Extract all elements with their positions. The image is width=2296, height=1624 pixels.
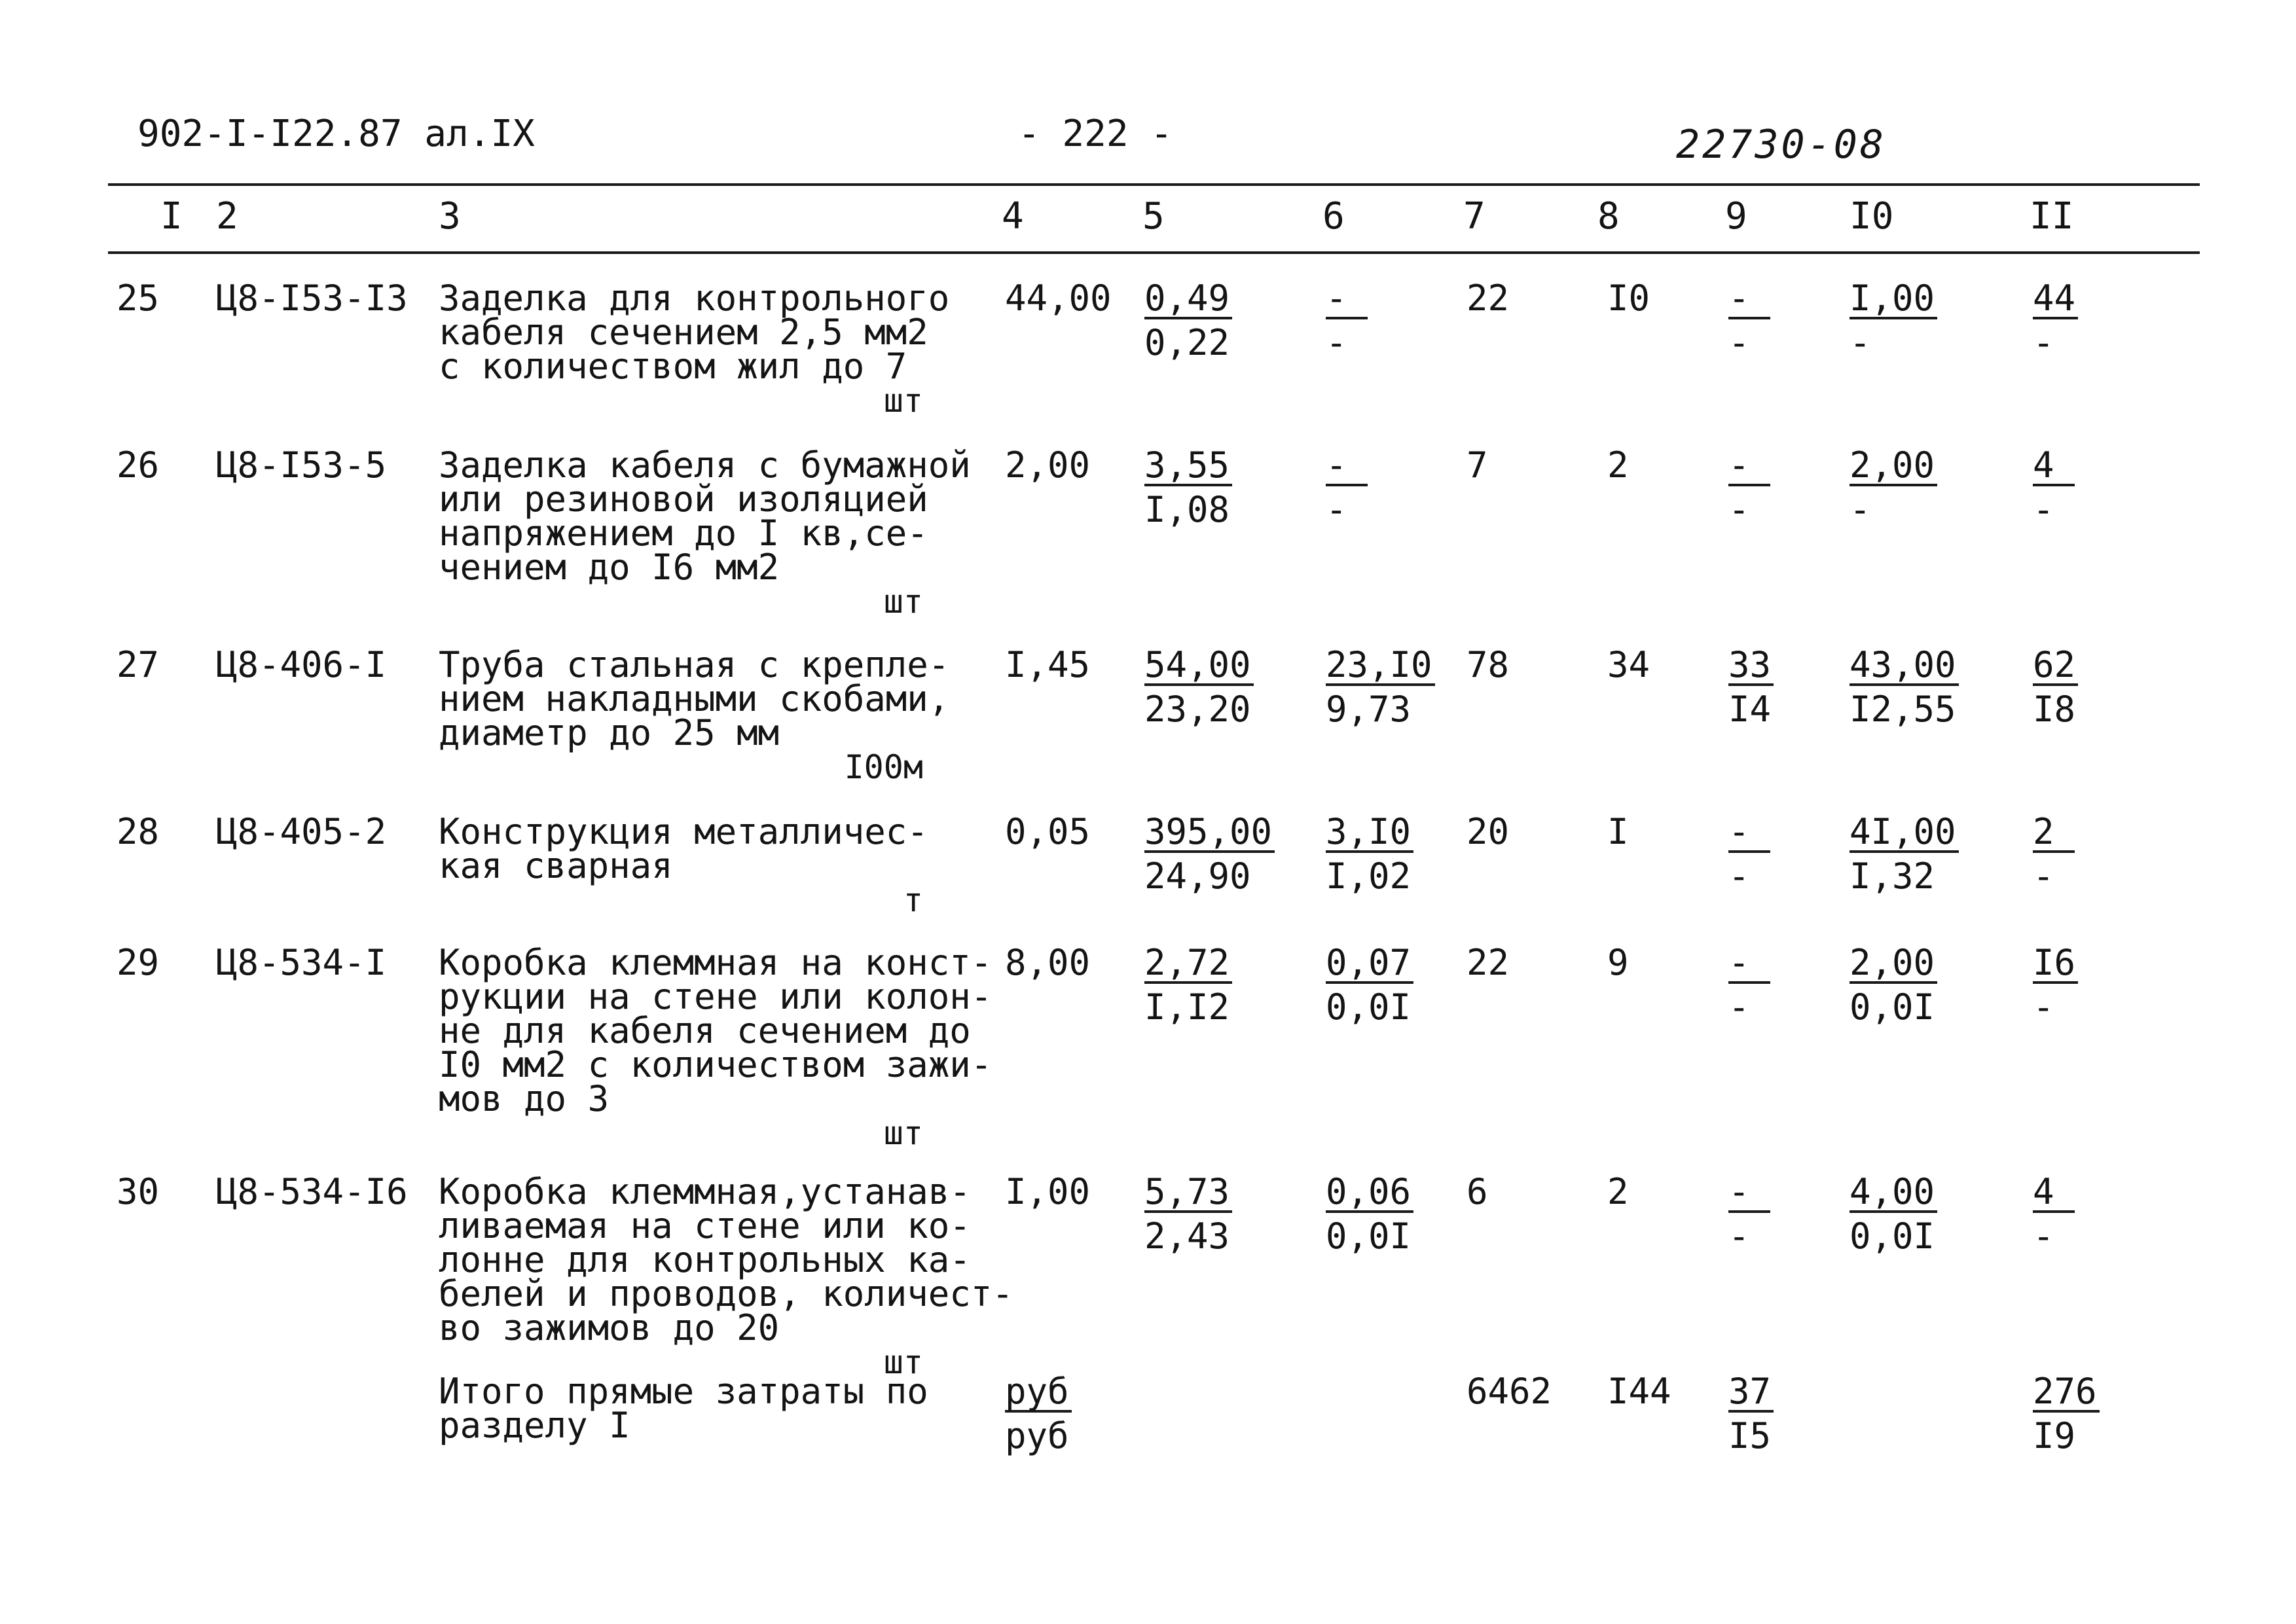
fraction — [1728, 644, 1774, 730]
fraction-top: 4 — [2033, 1175, 2075, 1213]
wages-total: 9 — [1607, 942, 1629, 983]
fraction-top: 3,I0 — [1326, 815, 1413, 853]
fraction-bottom: - — [1728, 1216, 1750, 1257]
fraction — [1144, 644, 1254, 730]
fraction-top: - — [1728, 1175, 1770, 1213]
fraction-top: - — [1728, 448, 1770, 486]
fraction-top: 2,00 — [1850, 448, 1937, 486]
fraction-top: 276 — [2033, 1375, 2100, 1413]
labor-unit — [1850, 1171, 1937, 1257]
rate-code: Ц8-405-2 — [216, 811, 387, 852]
wages-total: 2 — [1607, 1171, 1629, 1212]
description-line: Коробка клеммная на конст- — [439, 942, 993, 983]
total-cost: 7 — [1467, 444, 1488, 486]
col-header-10: I0 — [1850, 195, 1894, 238]
unit-cost — [1144, 942, 1232, 1028]
fraction-bottom: - — [2033, 322, 2054, 363]
col-header-2: 2 — [216, 195, 238, 238]
labor-total — [2033, 444, 2075, 530]
fraction-top: - — [1326, 448, 1368, 486]
description-line: с количеством жил до 7 — [439, 346, 907, 387]
fraction — [2033, 644, 2078, 730]
description-line: Итого прямые затраты по — [439, 1371, 928, 1412]
col-header-8: 8 — [1597, 195, 1620, 238]
fraction — [2033, 278, 2078, 363]
fraction — [1728, 278, 1770, 363]
description-line: диаметр до 25 мм — [439, 712, 780, 753]
description-line: Конструкция металличес- — [439, 811, 928, 852]
unit-cost — [1144, 1171, 1232, 1257]
labor-unit — [1850, 444, 1937, 530]
description-line: во зажимов до 20 — [439, 1307, 780, 1348]
description-line: Заделка для контрольного — [439, 278, 950, 319]
machine-cost — [1326, 644, 1435, 730]
fraction-top: - — [1728, 946, 1770, 984]
fraction — [1850, 811, 1959, 897]
fraction — [1728, 1171, 1770, 1257]
unit-of-measure: шт — [883, 1114, 923, 1152]
fraction-top: 5,73 — [1144, 1175, 1232, 1213]
machine-total — [1728, 942, 1770, 1028]
total-cost: 78 — [1467, 644, 1510, 685]
unit-cost — [1144, 811, 1275, 897]
labor-unit — [1850, 942, 1937, 1028]
fraction — [1326, 444, 1368, 530]
col-header-3: 3 — [439, 195, 461, 238]
row-description — [439, 1171, 1013, 1381]
row-description — [439, 1371, 982, 1446]
col-header-9: 9 — [1725, 195, 1747, 238]
fraction — [1326, 1171, 1413, 1257]
labor-unit — [1850, 811, 1959, 897]
row-description — [439, 644, 982, 786]
description-line: не для кабеля сечением до — [439, 1010, 971, 1051]
fraction-top: - — [1326, 281, 1368, 319]
col-header-4: 4 — [1002, 195, 1024, 238]
unit-of-measure: I00м — [844, 748, 923, 786]
machine-cost — [1326, 942, 1413, 1028]
fraction-top: I6 — [2033, 946, 2078, 984]
row-number: 29 — [117, 942, 160, 983]
description-line: нием накладными скобами, — [439, 678, 950, 719]
fraction-top: 395,00 — [1144, 815, 1275, 853]
unit-of-measure: шт — [883, 382, 923, 420]
total-cost: 22 — [1467, 942, 1510, 983]
fraction-top: 44 — [2033, 281, 2078, 319]
fraction — [1144, 444, 1232, 530]
fraction — [1728, 1371, 1774, 1456]
fraction-top: 4,00 — [1850, 1175, 1937, 1213]
machine-total — [1728, 1371, 1774, 1456]
fraction-bottom: I2,55 — [1850, 689, 1956, 730]
fraction-top: - — [1728, 281, 1770, 319]
description-line: или резиновой изоляцией — [439, 478, 928, 520]
col-header-6: 6 — [1322, 195, 1345, 238]
fraction-top: 37 — [1728, 1375, 1774, 1413]
labor-unit — [1850, 278, 1937, 363]
description-line: Коробка клеммная,устанав- — [439, 1171, 971, 1212]
unit-of-measure: шт — [883, 583, 923, 621]
fraction-top: 43,00 — [1850, 648, 1959, 686]
fraction — [1326, 644, 1435, 730]
table-header-rule — [108, 251, 2200, 254]
fraction — [1144, 1171, 1232, 1257]
fraction-bottom: - — [1728, 986, 1750, 1028]
wages-total: I44 — [1607, 1371, 1671, 1412]
fraction-bottom: I8 — [2033, 689, 2076, 730]
fraction-bottom: I,I2 — [1144, 986, 1230, 1028]
fraction-bottom: I,02 — [1326, 856, 1412, 897]
fraction — [1728, 444, 1770, 530]
fraction-bottom: - — [2033, 489, 2054, 530]
machine-cost — [1326, 811, 1413, 897]
fraction-bottom: 0,0I — [1326, 986, 1412, 1028]
page-number: - 222 - — [1018, 113, 1173, 155]
description-line: Заделка кабеля с бумажной — [439, 444, 971, 486]
quantity: I,45 — [1005, 644, 1091, 685]
machine-total — [1728, 811, 1770, 897]
row-description — [439, 278, 982, 420]
description-line: кабеля сечением 2,5 мм2 — [439, 312, 928, 353]
machine-total — [1728, 278, 1770, 363]
labor-total — [2033, 942, 2078, 1028]
wages-total: I — [1607, 811, 1629, 852]
row-description — [439, 444, 982, 621]
unit-of-measure: т — [903, 881, 923, 919]
col-header-7: 7 — [1463, 195, 1485, 238]
description-line: кая сварная — [439, 845, 673, 886]
machine-total — [1728, 644, 1774, 730]
description-line: Труба стальная с крепле- — [439, 644, 950, 685]
row-description — [439, 811, 982, 919]
description-line: рукции на стене или колон- — [439, 976, 993, 1017]
total-units — [1005, 1371, 1072, 1456]
wages-total: 34 — [1607, 644, 1650, 685]
unit-cost — [1144, 278, 1232, 363]
machine-cost — [1326, 444, 1368, 530]
machine-cost — [1326, 278, 1368, 363]
fraction — [1144, 942, 1232, 1028]
description-line: лонне для контрольных ка- — [439, 1239, 971, 1280]
fraction-bottom: 0,22 — [1144, 322, 1230, 363]
fraction — [1144, 811, 1275, 897]
fraction-top: 0,06 — [1326, 1175, 1413, 1213]
fraction-bottom: 0,0I — [1326, 1216, 1412, 1257]
col-header-1: I — [160, 195, 183, 238]
fraction-top: - — [1728, 815, 1770, 853]
quantity: 8,00 — [1005, 942, 1091, 983]
unit-of-measure: шт — [883, 1343, 923, 1381]
fraction-bottom: - — [1326, 322, 1347, 363]
row-number: 28 — [117, 811, 160, 852]
fraction — [1005, 1371, 1072, 1456]
machine-total — [1728, 444, 1770, 530]
total-cost: 6462 — [1467, 1371, 1552, 1412]
fraction — [1326, 278, 1368, 363]
fraction-bottom: 23,20 — [1144, 689, 1251, 730]
description-line: I0 мм2 с количеством зажи- — [439, 1044, 993, 1085]
fraction-top: 2 — [2033, 815, 2075, 853]
quantity: 44,00 — [1005, 278, 1112, 319]
fraction-bottom: I,08 — [1144, 489, 1230, 530]
fraction-top: 54,00 — [1144, 648, 1254, 686]
fraction — [2033, 444, 2075, 530]
fraction-bottom: - — [1850, 322, 1871, 363]
rate-code: Ц8-I53-5 — [216, 444, 387, 486]
wages-total: I0 — [1607, 278, 1650, 319]
rate-code: Ц8-I53-I3 — [216, 278, 408, 319]
fraction — [1850, 942, 1937, 1028]
col-header-5: 5 — [1142, 195, 1165, 238]
fraction — [2033, 942, 2078, 1028]
rate-code: Ц8-406-I — [216, 644, 387, 685]
unit-cost — [1144, 644, 1254, 730]
row-number: 30 — [117, 1171, 160, 1212]
col-header-11: II — [2030, 195, 2074, 238]
fraction-top: руб — [1005, 1375, 1072, 1413]
machine-cost — [1326, 1171, 1413, 1257]
fraction — [1144, 278, 1232, 363]
fraction-bottom: 0,0I — [1850, 986, 1935, 1028]
fraction-top: I,00 — [1850, 281, 1937, 319]
fraction-bottom: - — [1728, 856, 1750, 897]
fraction-bottom: - — [2033, 1216, 2054, 1257]
document-code: 902-I-I22.87 ал.IX — [137, 113, 535, 155]
fraction — [1850, 444, 1937, 530]
fraction-top: 0,07 — [1326, 946, 1413, 984]
fraction-bottom: I5 — [1728, 1415, 1772, 1456]
labor-total — [2033, 644, 2078, 730]
fraction-top: 4 — [2033, 448, 2075, 486]
description-line: белей и проводов, количест- — [439, 1273, 1013, 1314]
fraction-bottom: руб — [1005, 1415, 1069, 1456]
fraction-bottom: - — [1728, 322, 1750, 363]
rate-code: Ц8-534-I6 — [216, 1171, 408, 1212]
labor-total — [2033, 278, 2078, 363]
fraction-bottom: - — [2033, 986, 2054, 1028]
quantity: 0,05 — [1005, 811, 1091, 852]
description-line: чением до I6 мм2 — [439, 547, 780, 588]
fraction — [2033, 1171, 2075, 1257]
labor-total — [2033, 1171, 2075, 1257]
fraction-bottom: - — [1850, 489, 1871, 530]
fraction-top: 2,00 — [1850, 946, 1937, 984]
fraction — [1850, 278, 1937, 363]
rate-code: Ц8-534-I — [216, 942, 387, 983]
unit-cost — [1144, 444, 1232, 530]
fraction-bottom: 9,73 — [1326, 689, 1412, 730]
fraction — [1326, 942, 1413, 1028]
fraction-bottom: 0,0I — [1850, 1216, 1935, 1257]
row-number: 26 — [117, 444, 160, 486]
fraction-bottom: - — [1728, 489, 1750, 530]
fraction — [1850, 1171, 1937, 1257]
fraction-top: 0,49 — [1144, 281, 1232, 319]
wages-total: 2 — [1607, 444, 1629, 486]
fraction-top: 4I,00 — [1850, 815, 1959, 853]
fraction — [2033, 1371, 2100, 1456]
row-number: 27 — [117, 644, 160, 685]
document-number: 22730-08 — [1676, 122, 1886, 168]
row-number: 25 — [117, 278, 160, 319]
quantity: 2,00 — [1005, 444, 1091, 486]
fraction-bottom: - — [1326, 489, 1347, 530]
row-description — [439, 942, 993, 1152]
fraction-bottom: 24,90 — [1144, 856, 1251, 897]
fraction — [1728, 811, 1770, 897]
quantity: I,00 — [1005, 1171, 1091, 1212]
fraction-top: 33 — [1728, 648, 1774, 686]
labor-total — [2033, 811, 2075, 897]
fraction-top: 2,72 — [1144, 946, 1232, 984]
fraction-top: 62 — [2033, 648, 2078, 686]
fraction — [1326, 811, 1413, 897]
fraction-bottom: I4 — [1728, 689, 1772, 730]
fraction-bottom: I9 — [2033, 1415, 2076, 1456]
description-line: мов до 3 — [439, 1078, 610, 1119]
labor-unit — [1850, 644, 1959, 730]
table-top-rule — [108, 183, 2200, 186]
total-cost: 6 — [1467, 1171, 1488, 1212]
fraction-bottom: 2,43 — [1144, 1216, 1230, 1257]
fraction — [1850, 644, 1959, 730]
fraction-bottom: - — [2033, 856, 2054, 897]
total-cost: 22 — [1467, 278, 1510, 319]
labor-total — [2033, 1371, 2100, 1456]
fraction — [1728, 942, 1770, 1028]
fraction — [2033, 811, 2075, 897]
fraction-bottom: I,32 — [1850, 856, 1935, 897]
description-line: ливаемая на стене или ко- — [439, 1205, 971, 1246]
fraction-top: 23,I0 — [1326, 648, 1435, 686]
machine-total — [1728, 1171, 1770, 1257]
description-line: разделу I — [439, 1405, 630, 1446]
total-cost: 20 — [1467, 811, 1510, 852]
fraction-top: 3,55 — [1144, 448, 1232, 486]
description-line: напряжением до I кв,се- — [439, 513, 928, 554]
